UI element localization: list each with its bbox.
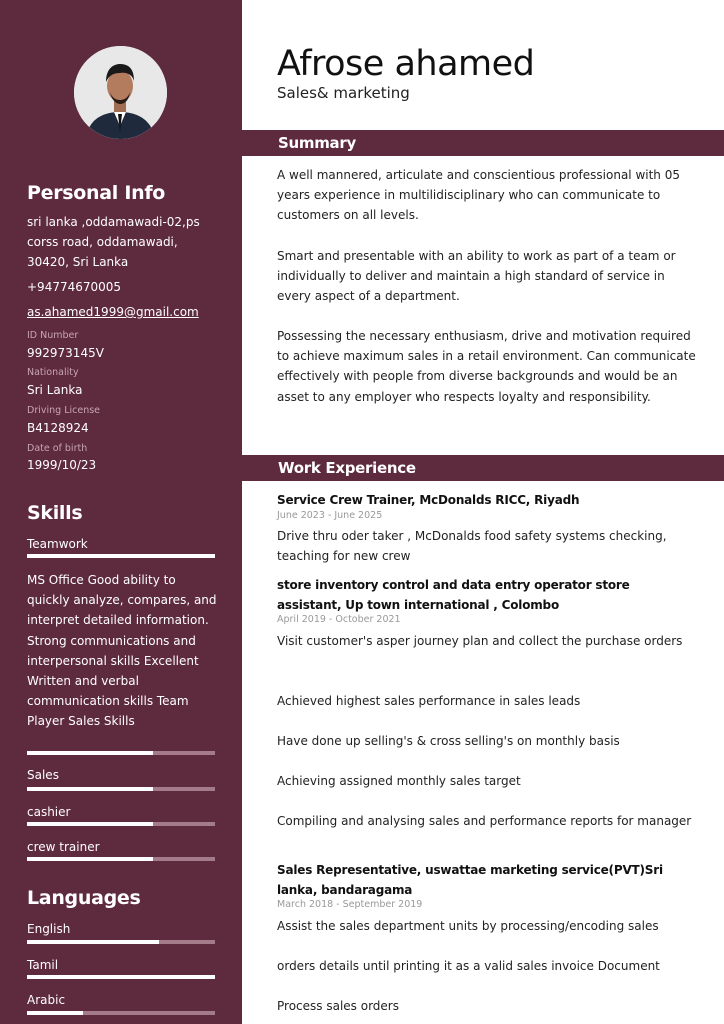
language-bar	[27, 940, 215, 944]
language-bar	[27, 975, 215, 979]
languages-heading: Languages	[27, 887, 141, 909]
language-name: English	[27, 922, 71, 936]
job-title: Service Crew Trainer, McDonalds RICC, Riyadh	[277, 493, 580, 507]
address: sri lanka ,oddamawadi-02,ps corss road, oddamawadi, 30420, Sri Lanka	[27, 215, 200, 269]
job-title: Sales Representative, uswattae marketing service(PVT)Sri lanka, bandaragama	[277, 863, 663, 897]
id-number-label: ID Number	[27, 330, 79, 341]
skill-bar-fill	[27, 554, 215, 558]
job-dates: June 2023 - June 2025	[277, 510, 383, 521]
skill-bar	[27, 787, 215, 791]
skill-bar-fill	[27, 822, 153, 826]
nationality-label: Nationality	[27, 367, 79, 378]
language-bar	[27, 1011, 215, 1015]
language-name: Arabic	[27, 993, 66, 1007]
email-link[interactable]: as.ahamed1999@gmail.com	[27, 305, 199, 319]
summary-paragraph: A well mannered, articulate and conscientious professional with 05 years experience in multilidisciplinary who can communicate to customers on all levels.	[277, 168, 680, 223]
id-number-value: 992973145V	[27, 346, 104, 360]
skill-name: Sales	[27, 768, 59, 782]
work-experience-band	[242, 455, 724, 481]
summary-band	[242, 130, 724, 156]
sidebar	[0, 0, 242, 1024]
language-bar-fill	[27, 1011, 83, 1015]
job-description: Visit customer's asper journey plan and collect the purchase orders	[277, 634, 683, 648]
job-description: Have done up selling's & cross selling's on monthly basis	[277, 734, 620, 748]
skill-name: Teamwork	[27, 537, 88, 551]
job-description: Achieved highest sales performance in sales leads	[277, 694, 581, 708]
job-description: Assist the sales department units by processing/encoding sales	[277, 919, 659, 933]
job-dates: April 2019 - October 2021	[277, 614, 401, 625]
personal-info-heading: Personal Info	[27, 182, 166, 204]
job-description: Drive thru oder taker , McDonalds food safety systems checking, teaching for new crew	[277, 529, 667, 563]
work-experience-heading: Work Experience	[278, 459, 416, 477]
skill-bar	[27, 751, 215, 755]
job-title: store inventory control and data entry operator store assistant, Up town international , Colombo	[277, 578, 630, 612]
driving-license-label: Driving License	[27, 405, 101, 416]
skills-heading: Skills	[27, 502, 83, 524]
candidate-title: Sales& marketing	[277, 84, 410, 102]
skill-name: MS Office Good ability to quickly analyze, compares, and interpret detailed information. Strong communications and interpersonal skills Excellent Written and verbal communication skills Team Player Sales Skills	[27, 573, 217, 729]
skill-name: crew trainer	[27, 840, 100, 854]
phone: +94774670005	[27, 280, 122, 294]
dob-value: 1999/10/23	[27, 458, 97, 472]
skill-bar	[27, 554, 215, 558]
skill-bar-fill	[27, 751, 153, 755]
job-description: Compiling and analysing sales and performance reports for manager	[277, 814, 692, 828]
skill-bar-fill	[27, 787, 153, 791]
job-description: orders details until printing it as a valid sales invoice Document	[277, 959, 660, 973]
candidate-name: Afrose ahamed	[277, 44, 535, 84]
driving-license-value: B4128924	[27, 421, 89, 435]
avatar	[74, 46, 167, 139]
summary-paragraph: Possessing the necessary enthusiasm, drive and motivation required to achieve maximum sales in a retail environment. Can communicate effectively with people from diverse backgrounds and would be an asset to any employer who respects loyalty and responsibility.	[277, 329, 696, 404]
language-name: Tamil	[27, 958, 59, 972]
skill-name: cashier	[27, 805, 71, 819]
skill-bar-fill	[27, 857, 153, 861]
summary-paragraph: Smart and presentable with an ability to work as part of a team or individually to deliver and maintain a high standard of service in every aspect of a department.	[277, 249, 676, 304]
skill-bar	[27, 822, 215, 826]
language-bar-fill	[27, 975, 215, 979]
job-description: Achieving assigned monthly sales target	[277, 774, 521, 788]
dob-label: Date of birth	[27, 443, 88, 454]
language-bar-fill	[27, 940, 159, 944]
skill-bar	[27, 857, 215, 861]
nationality-value: Sri Lanka	[27, 383, 83, 397]
job-dates: March 2018 - September 2019	[277, 899, 423, 910]
summary-heading: Summary	[278, 134, 356, 152]
job-description: Process sales orders	[277, 999, 399, 1013]
